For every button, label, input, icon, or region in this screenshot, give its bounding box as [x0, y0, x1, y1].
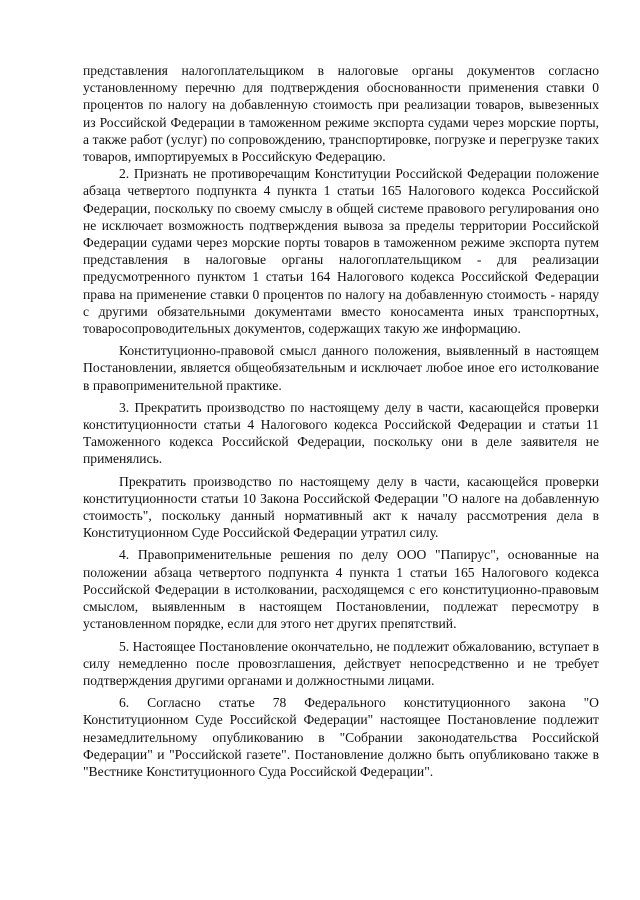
paragraph-continuation: представления налогоплательщиком в налоговые органы документов согласно установленному перечню для подтверждения обоснованности применения ставки 0 процентов по налогу на добавленную стоимость при реализации товаров, вывезенных из Российской Федерации в таможенном режиме экспорта судами через морские порты, а также работ (услуг) по сопровождению, транспортировке, погрузке и перегрузке таких товаров, импортируемых в Российскую Федерацию. [83, 63, 599, 165]
paragraph-item-6: 6. Согласно статье 78 Федерального конституционного закона "О Конституционном Суде Российской Федерации" настоящее Постановление подлежит незамедлительному опубликованию в "Собрании законодательства Российской Федерации" и "Российской газете". Постановление должно быть опубликовано также в "Вестнике Конституционного Суда Российской Федерации". [83, 695, 599, 779]
paragraph-item-2: 2. Признать не противоречащим Конституции Российской Федерации положение абзаца четвертого подпункта 4 пункта 1 статьи 165 Налогового кодекса Российской Федерации, поскольку по своему смыслу в общей системе правового регулирования оно не исключает возможность подтверждения вывоза за пределы территории Российской Федерации судами через морские порты товаров в таможенном режиме экспорта путем представления в налоговые органы налогоплательщиком - для реализации предусмотренного пунктом 1 статьи 164 Налогового кодекса Российской Федерации права на применение ставки 0 процентов по налогу на добавленную стоимость - наряду с другими обязательными документами вместо коносамента иных транспортных, товаросопроводительных документов, содержащих такую же информацию. [83, 166, 599, 337]
paragraph-item-5: 5. Настоящее Постановление окончательно, не подлежит обжалованию, вступает в силу немедленно после провозглашения, действует непосредственно и не требует подтверждения другими органами и должностными лицами. [83, 638, 599, 688]
paragraph-item-4: 4. Правоприменительные решения по делу ООО "Папирус", основанные на положении абзаца четвертого подпункта 4 пункта 1 статьи 165 Налогового кодекса Российской Федерации в истолковании, расходящемся с его конституционно-правовым смыслом, выявленным в настоящем Постановлении, подлежат пересмотру в установленном порядке, если для этого нет других препятствий. [83, 547, 599, 632]
document-body [83, 62, 599, 780]
paragraph-terminate-proceedings: Прекратить производство по настоящему делу в части, касающейся проверки конституционности статьи 10 Закона Российской Федерации "О налоге на добавленную стоимость", поскольку данный нормативный акт к началу рассмотрения дела в Конституционном Суде Российской Федерации утратил силу. [83, 473, 599, 541]
paragraph-constitutional-meaning: Конституционно-правовой смысл данного положения, выявленный в настоящем Постановлении, является общеобязательным и исключает любое иное его истолкование в правоприменительной практике. [83, 343, 599, 393]
paragraph-item-3: 3. Прекратить производство по настоящему делу в части, касающейся проверки конституционности статьи 4 Налогового кодекса Российской Федерации и статьи 11 Таможенного кодекса Российской Федерации, поскольку они в деле заявителя не применялись. [83, 399, 599, 467]
